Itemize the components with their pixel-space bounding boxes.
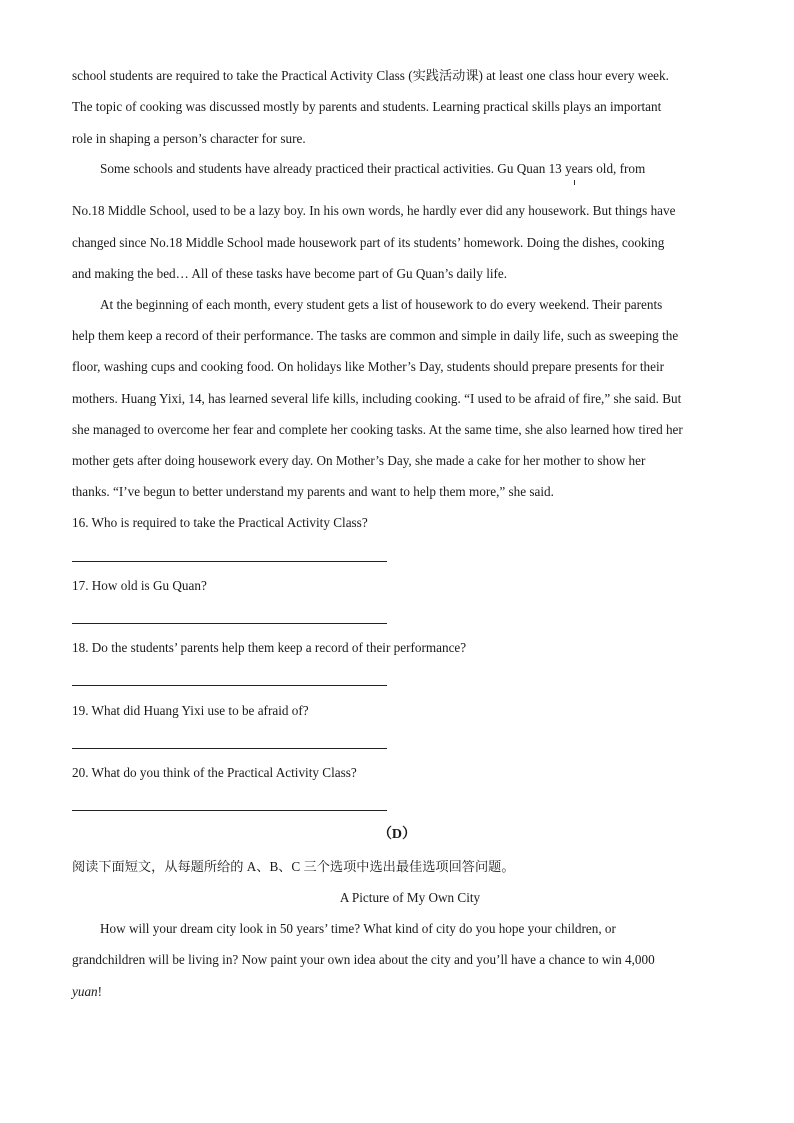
passage-c-line-6: changed since No.18 Middle School made housework part of its students’ homework. Doing the dishes, cooking: [72, 235, 665, 250]
currency-word: yuan: [72, 984, 98, 999]
question-18: 18. Do the students’ parents help them keep a record of their performance?: [72, 640, 467, 655]
passage-c-line-4: Some schools and students have already practiced their practical activities. Gu Quan 13 years old, from: [100, 161, 646, 176]
passage-c-line-10: floor, washing cups and cooking food. On holidays like Mother’s Day, students should prepare presents for their: [72, 359, 665, 374]
exclamation: !: [97, 984, 103, 999]
passage-c-line-11: mothers. Huang Yixi, 14, has learned several life kills, including cooking. “I used to be afraid of fire,” she said. But: [72, 391, 682, 406]
passage-d-line-3: [72, 984, 102, 1000]
question-16: 16. Who is required to take the Practical Activity Class?: [72, 515, 368, 530]
question-20: 20. What do you think of the Practical Activity Class?: [72, 765, 357, 780]
passage-d-title: A Picture of My Own City: [339, 890, 481, 905]
passage-d-line-2: grandchildren will be living in? Now paint your own idea about the city and you’ll have a chance to win 4,000: [72, 952, 655, 967]
question-17: 17. How old is Gu Quan?: [72, 578, 207, 593]
passage-c-line-9: help them keep a record of their performance. The tasks are common and simple in daily life, such as sweeping the: [72, 328, 679, 343]
passage-c-line-12: she managed to overcome her fear and complete her cooking tasks. At the same time, she also learned how tired her: [72, 422, 683, 437]
answer-line-20[interactable]: [72, 810, 387, 811]
section-d-instruction: 阅读下面短文，从每题所给的 A、B、C 三个选项中选出最佳选项回答问题。: [72, 859, 515, 874]
answer-line-18[interactable]: [72, 685, 387, 686]
passage-c-line-1: school students are required to take the Practical Activity Class (实践活动课) at least one class hour every week.: [72, 68, 669, 83]
answer-line-16[interactable]: [72, 561, 387, 562]
question-19: 19. What did Huang Yixi use to be afraid of?: [72, 703, 309, 718]
section-d-heading: （D）: [377, 827, 417, 842]
passage-c-line-7: and making the bed… All of these tasks have become part of Gu Quan’s daily life.: [72, 266, 508, 281]
passage-c-line-13: mother gets after doing housework every day. On Mother’s Day, she made a cake for her mother to show her: [72, 453, 646, 468]
passage-c-line-8: At the beginning of each month, every student gets a list of housework to do every weekend. Their parents: [100, 297, 663, 312]
passage-c-line-5: No.18 Middle School, used to be a lazy boy. In his own words, he hardly ever did any housework. But things have: [72, 203, 676, 218]
answer-line-19[interactable]: [72, 748, 387, 749]
passage-c-line-3: role in shaping a person’s character for sure.: [72, 131, 306, 146]
answer-line-17[interactable]: [72, 623, 387, 624]
passage-d-line-1: How will your dream city look in 50 years’ time? What kind of city do you hope your children, or: [100, 921, 616, 936]
passage-c-line-2: The topic of cooking was discussed mostly by parents and students. Learning practical skills plays an important: [72, 99, 662, 114]
passage-c-line-14: thanks. “I’ve begun to better understand my parents and want to help them more,” she said.: [72, 484, 554, 499]
comma-mark: [574, 180, 575, 185]
